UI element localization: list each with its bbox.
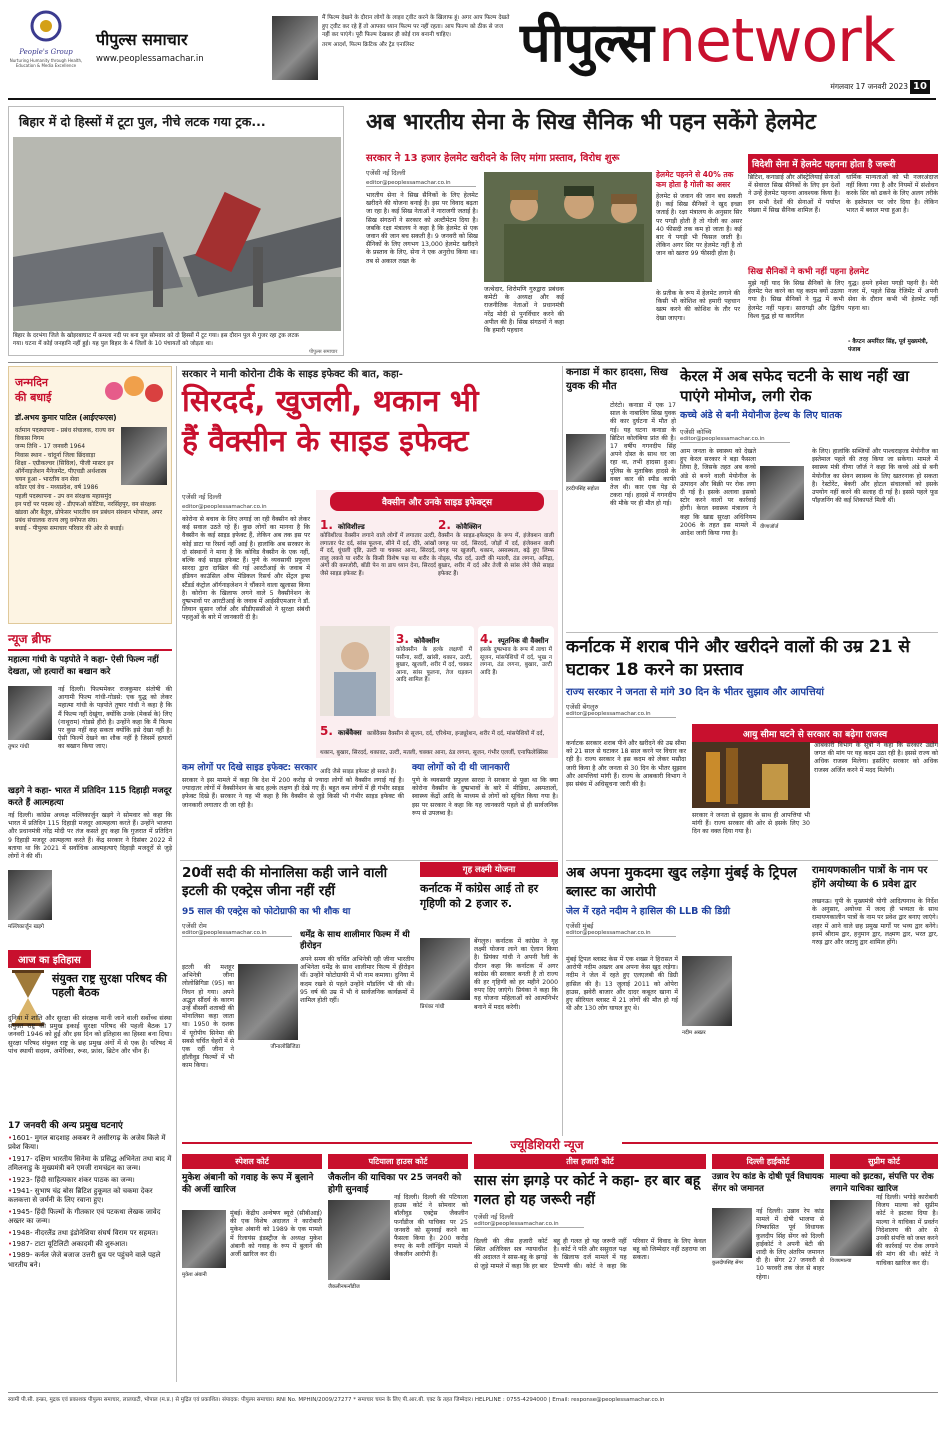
griha-body: बेंगलुरु। कर्नाटक में कांग्रेस ने गृह लक्ष्मी योजना लाने का ऐलान किया है। प्रियंका गांधी ने अपनी रैली के दौरान कहा कि कर्नाटक में अगर कांग्रेस की सरकार बनती है तो राज्य की हर गृहिणी को हर महीने 2000 रुपए दिए जाएंगे। प्रियंका ने कहा कि यह योजना महिलाओं को आत्मनिर्भर बनाने में मदद करेगी। (474, 938, 558, 1011)
karnataka-headline: कर्नाटक में शराब पीने और खरीदने वालों की उम्र 21 से घटाकर 18 करने का प्रस्ताव (566, 637, 910, 680)
jacqueline-photo-caption: जैकलीनफर्नांडीज (328, 1284, 360, 1290)
kharge-photo (8, 870, 52, 920)
mukadma-body: मुंबई ट्रिपल ब्लास्ट केस में एक शख्स ने हिरासत में आरोपी नदीम अख्तर अब अपना केस खुद लड़ेगा। नदीम ने जेल में रहते हुए एलएलबी की डिग्री हासिल की है। 13 जुलाई 2011 को ओपेरा हाउस, झवेरी बाजार और दादर कबूतर खाना में हुए सीरियल ब्लास्ट में 21 लोगों की मौत हो गई थी और 130 लोग घायल हुए थे। (566, 956, 678, 1013)
sengar-photo (712, 1208, 752, 1258)
effects-label: वैक्सीन और उनके साइड इफेक्ट्स (330, 492, 544, 511)
ayodhya-headline: रामायणकालीन पात्रों के नाम पर होंगे अयोध्या के 6 प्रवेश द्वार (812, 865, 928, 890)
bihar-caption: बिहार के दरभंगा जिले के खोइरबाघाट में कमला नदी पर बना पुल सोमवार को दो हिस्सों में टूट गया। इस दौरान पुल से गुजर रहा ट्रक लटक गया। घटना में कोई जनहानि नहीं हुई। यह पुल बिहार के 4 जिलों के 10 पंचायतों को जोड़ता था। (13, 333, 311, 348)
mukadma-story (566, 864, 808, 1134)
history-body: दुनिया में शांति और सुरक्षा की संरक्षक मानी जाने वाली सर्वोच्च संस्था संयुक्त राष्ट्र की प्रमुख इकाई सुरक्षा परिषद की पहली बैठक 17 जनवरी 1946 को हुई और इस दिन को इतिहास का हिस्सा बना दिया। सुरक्षा परिषद संयुक्त राष्ट्र के छह प्रमुख अंगों में से एक है। परिषद में पांच स्थायी सदस्य, अमेरिका, रूस, फ्रांस, ब्रिटेन और चीन हैं। (8, 1014, 172, 1055)
judiciary-col-delhi-hc (712, 1154, 824, 1386)
covid-headline-line1: सिरदर्द, खुजली, थकान भी (182, 384, 479, 419)
section-rule-2 (180, 860, 558, 861)
covid-email: editor@peoplessamachar.co.in (182, 504, 292, 511)
judiciary-col-supreme (830, 1154, 938, 1386)
kerala-body2: के लिए। हालांकि सब्जियों और पाश्चराइज्ड मेयोनीज का इस्तेमाल पहले की तरह किया जा सकेगा। मामले में स्वास्थ्य मंत्री वीणा जॉर्ज ने कहा कि कच्चे अंडे से बनी मेयोनीज का सेवन स्वास्थ्य के लिए खतरनाक हो सकता है। रेस्टोरेंट, बेकरी और होटल संचालकों को इसके उपयोग नहीं करने की सलाह दी गई है। इससे पहले फूड पॉइजनिंग की कई शिकायतें मिली थीं। (812, 448, 938, 505)
birthday-line: चयन हुआ - भारतीय वन सेवा (15, 476, 79, 484)
judiciary-col-tishazari (474, 1154, 706, 1386)
alcohol-box (692, 724, 938, 858)
mallya-body: नई दिल्ली। भगोड़े कारोबारी विजय माल्या को सुप्रीम कोर्ट ने झटका दिया है। माल्या ने याचिका में प्रवर्तन निदेशालय की ओर से उनकी संपत्ति को जब्त करने की कार्रवाई पर रोक लगाने की मांग की थी। कोर्ट ने याचिका खारिज कर दी। (876, 1194, 938, 1267)
effect-number: 2. (438, 518, 451, 532)
mukadma-subhead: जेल में रहते नदीम ने हासिल की LLB की डिग्री (566, 906, 731, 917)
kerala-story (680, 366, 938, 628)
history-title: संयुक्त राष्ट्र सुरक्षा परिषद की पहली बैठक (52, 972, 167, 999)
saas-bahu-byline: एजेंसी नई दिल्ली (474, 1213, 514, 1221)
mona-photo-caption: जीनालोब्रिजिडा (270, 1044, 300, 1050)
birthday-line: वर्तमान पदस्थापना - प्रबंध संचालक, राज्य वन विकास निगम (15, 427, 115, 443)
flowers-decor-icon (99, 371, 169, 411)
sick-woman-photo (320, 626, 390, 716)
ayodhya-body: लखनऊ। यूपी के मुख्यमंत्री योगी आदित्यनाथ के निर्देश के अनुसार, अयोध्या में जल्द ही भव्यता के साथ रामायणकालीन पात्रों के नाम पर प्रवेश द्वार बनाए जाएंगे। शहर में आने वाले छह प्रमुख मार्गों पर भव्य द्वार बनेंगे। इनमें श्रीराम द्वार, हनुमान द्वार, लक्ष्मण द्वार, भरत द्वार, गरुड़ द्वार और जटायु द्वार शामिल होंगे। (812, 898, 938, 947)
issue-date: मंगलवार 17 जनवरी 2023 (830, 82, 908, 91)
helmet-byline: एजेंसी नई दिल्ली (366, 169, 406, 177)
helmet-fact-box (656, 170, 742, 286)
paper-name-block (96, 28, 276, 78)
never-helmet-title: सिख सैनिकों ने कभी नहीं पहना हेलमेट (748, 267, 869, 277)
mallya-headline: माल्या को झटका, संपत्ति पर रोक लगाने याचिका खारिज (830, 1172, 934, 1194)
covid-kicker: सरकार ने मानी कोरोना टीके के साइड इफेक्ट की बात, कहा- (182, 369, 403, 380)
events-list (8, 1134, 172, 1272)
kerala-subhead: कच्चे अंडे से बनी मेयोनीज हेल्थ के लिए घातक (680, 410, 842, 421)
foreign-army-title: विदेशी सेना में हेलमेट पहनना होता है जरूरी (748, 154, 938, 173)
info-title: क्या लोगों को दी थी जानकारी (412, 763, 510, 773)
sengar-headline: उन्नाव रेप कांड के दोषी पूर्व विधायक सेंगर को जमानत (712, 1172, 824, 1194)
effect-name: कोवैक्सीन (414, 637, 440, 645)
effect-item-1 (320, 514, 436, 624)
helmet-headline: अब भारतीय सेना के सिख सैनिक भी पहन सकेंगे हेलमेट (366, 110, 816, 135)
sengar-body: नई दिल्ली। उन्नाव रेप कांड मामले में दोषी भाजपा से निष्कासित पूर्व विधायक कुलदीप सिंह सेंगर को दिल्ली हाईकोर्ट ने अपनी बेटी की शादी के लिए अंतरिम जमानत दी है। सेंगर 27 जनवरी से 10 फरवरी तक जेल से बाहर रहेगा। (756, 1208, 824, 1281)
never-helmet-author: - कैप्टन अमरिंदर सिंह, पूर्व मुख्यमंत्री, पंजाब (848, 339, 928, 353)
collapsed-bridge-illustration (13, 137, 341, 331)
mukadma-headline: अब अपना मुकदमा खुद लड़ेगा मुंबई के ट्रिपल ब्लास्ट का आरोपी (566, 865, 797, 900)
sengar-photo-caption: कुलदीपसिंह सेंगर (712, 1260, 744, 1266)
judiciary-section (182, 1136, 938, 1386)
quote-text: मैं फिल्म देखने के दौरान लोगों के लाइव ट्वीट करने के खिलाफ हूं। अगर आप फिल्म देखते हुए ट्वीट कर रहे हैं तो आपका ध्यान फिल्म पर नहीं रहता। आप फिल्म को ठीक से जज नहीं कर पाएंगे। पूरी फिल्म देखकर ही कोई राय बनानी चाहिए। (322, 15, 510, 38)
effect-name: कोवैक्सिन (456, 523, 482, 531)
mallya-photo (830, 1200, 872, 1256)
gina-photo (238, 964, 298, 1040)
karnataka-body2: सरकार ने जनता से सुझाव के साथ ही आपत्तियां भी मांगी हैं। राज्य सरकार की ओर से इसके लिए 30 दिन का वक्त दिया गया है। (692, 812, 810, 836)
brief2-body: नई दिल्ली। कांग्रेस अध्यक्ष मल्लिकार्जुन खड़गे ने सोमवार को कहा कि भारत में प्रतिदिन 115 दिहाड़ी मजदूर आत्महत्या करते हैं। उन्होंने भाजपा और प्रधानमंत्री नरेंद्र मोदी पर तंज कसते हुए कहा कि गुजरात में प्रतिदिन 9 दिहाड़ी मजदूर आत्महत्या करते हैं। केंद्र सरकार ने दिसंबर 2022 में बताया था कि 2021 में सर्वाधिक आत्महत्याएं दिहाड़ी मजदूरों से जुड़े लोगों ने की थीं। (8, 812, 172, 861)
karnataka-subhead: राज्य सरकार ने जनता से मांगे 30 दिन के भीतर सुझाव और आपत्तियां (566, 687, 824, 698)
covid-byline: एजेंसी नई दिल्ली (182, 493, 222, 501)
birthday-line: जन्म तिथि - 17 जनवरी 1964 (15, 443, 86, 451)
brief1-body: नई दिल्ली। फिल्ममेकर राजकुमार संतोषी की आगामी फिल्म गांधी-गोडसे: एक युद्ध को लेकर महात्मा गांधी के पड़पोते तुषार गांधी ने कहा है कि मैं फिल्म नहीं देखूंगा, क्योंकि उनके (मेकर्स के) लिए (नाथूराम) गोडसे हीरो है। उन्होंने कहा कि मैं फिल्म पर कुछ नहीं कह सकता क्योंकि इसे देखा नहीं है। ऐसी फिल्में देखने का शौक नहीं है जिसमें हत्यारों का बखान किया जाए। (58, 686, 173, 751)
section-rule-4 (566, 860, 938, 861)
less-effects-title: कम लोगों पर दिखे साइड इफेक्ट: सरकार (182, 763, 317, 773)
page-number: 10 (910, 80, 930, 94)
brand-small-name: People's Group (19, 48, 73, 56)
jacqueline-photo (328, 1200, 390, 1280)
effect-item-2 (438, 514, 554, 624)
foreign-army-body: ब्रिटिश, कनाडाई और ऑस्ट्रेलियाई सेनाओं में सेवारत सिख सैनिकों के लिए इन देशों ने उन्हें हेलमेट पहनना आवश्यक किया है। इन सभी देशों की सेनाओं में पर्याप्त संख्या में सिख सैनिक शामिल हैं। (748, 174, 840, 214)
event-item: • 1917- दक्षिण भारतीय सिनेमा के प्रसिद्ध अभिनेता तथा बाद में तमिलनाडु के मुख्यमंत्री बने एमजी रामचंद्रन का जन्म। (8, 1155, 172, 1174)
less-effects-body: सरकार ने इस मामले में कहा कि देश में 200 करोड़ से ज्यादा लोगों को वैक्सीन लगाई गई है। ज्यादातर लोगों में वैक्सीनेशन के बाद हल्के लक्षण ही देखे गए हैं। बहुत कम लोगों में ही गंभीर साइड इफेक्ट दिखे हैं। सरकार ने यह भी कहा है कि वैक्सीन से जुड़े किसी भी गंभीर साइड इफेक्ट की जानकारी लगातार दी जा रही है। (182, 777, 404, 809)
column-rule-left (176, 366, 177, 1382)
soldiers-illustration (484, 172, 652, 282)
canada-headline: कनाडा में कार हादसा, सिख युवक की मौत (566, 367, 668, 392)
birthday-line: बधाई - पीपुल्स समाचार परिवार की ओर से बधाई। (15, 525, 124, 533)
effect-text: कार्बेवैक्स वैक्सीन से सूजन, दर्द, एरिथेमा, इन्ड्यूरेशन, शरीर में दर्द, मांसपेशियों में दर्द, थकान, बुखार, सिरदर्द, थकावट, उल्टी, मतली, चक्कर आना, ठंड लगना, सूजन, गंभीर एलर्जी, एनाफिलेक्सिस आदि जैसे साइड इफेक्ट हो सकते हैं। (320, 731, 548, 775)
effect-item-4 (478, 626, 554, 718)
quote-block (322, 14, 510, 94)
mallya-photo-caption: विजयमाल्या (830, 1258, 852, 1264)
bihar-bridge-story (8, 106, 344, 356)
effect-name: स्पूतनिक वी वैक्सीन (498, 637, 549, 645)
helmet-fact-title: हेलमेट पहनने से 40% तक कम होता है गोली का असर (656, 170, 734, 189)
helmet-body-col1: भारतीय सेना ने सिख सैनिकों के लिए हेलमेट खरीदने की योजना बनाई है। इस पर विवाद बढ़ता जा रहा है। कई सिख नेताओं ने नाराजगी जताई है। सिख संगठनों ने सरकार को अल्टीमेटम दिया है। जबकि रक्षा मंत्रालय ने कहा है कि हेलमेट से एक जवान की जान बच सकती है। 9 जनवरी को सिख सैनिकों के लिए लगभग 13,000 हेलमेट खरीदने के प्रस्ताव के लिए, सेना ने एक अनुरोध किया था। तब से अकाल तख्त के (366, 192, 478, 265)
website-link[interactable]: www.peoplessamachar.in (96, 54, 204, 64)
brief1-title: महात्मा गांधी के पड़पोते ने कहा- ऐसी फिल्म नहीं देखता, जो हत्यारों का बखान करे (8, 655, 159, 677)
section-rule-1 (8, 362, 938, 363)
helmet-body-col2b: के प्रतीक के रूप में हेलमेट लगाने की किसी भी कोशिश को हमारी पहचान खत्म करने की कोशिश के तौर पर देखा जाएगा। (656, 290, 740, 322)
section-rule-3 (566, 632, 938, 633)
foreign-army-box (748, 154, 938, 264)
ambani-photo-caption: मुकेश अंबानी (182, 1272, 207, 1278)
brief2-caption: मल्लिकार्जुन खड़गे (8, 924, 44, 930)
helmet-email: editor@peoplessamachar.co.in (366, 180, 476, 187)
helmet-fact-body: हेलमेट से जवान की जान बच सकती है। कई सिख सैनिकों ने खुद इच्छा जताई है। रक्षा मंत्रालय के अनुसार सिर पर पगड़ी होती है तो गोली का असर 40 फीसदी तक कम हो जाता है। कई बार ये पगड़ी भी फिसल जाती है। लेकिन अगर सिर पर हेलमेट नहीं है तो जान को खतरा 99 फीसदी होता है। (656, 193, 742, 258)
peoples-group-emblem-icon (26, 6, 66, 46)
covid-info (412, 760, 558, 858)
bihar-photo-credit: पीपुल्स समाचार (309, 349, 338, 355)
effect-number: 3. (396, 632, 409, 646)
birthday-line: निवास स्थान - चांदूर्ना जिला छिंदवाड़ा (15, 451, 96, 459)
mukadma-photo-caption: नदीम अख्तर (682, 1030, 706, 1036)
mona-body: इटली की मशहूर अभिनेत्री जीना लोलोब्रिगिडा (95) का निधन हो गया। अपने अद्भुत सौंदर्य के कारण उन्हें बीसवीं शताब्दी की मोनालिसा कहा जाता था। 1950 के दशक में यूरोपीय सिनेमा की सबसे चर्चित चेहरों में से एक रहीं जीना ने हॉलीवुड फिल्मों में भी काम किया। (182, 964, 234, 1070)
event-item: • 1941- सुभाष चंद्र बोस ब्रिटिश हुकूमत को चकमा देकर कलकत्ता से जर्मनी के लिए रवाना हुए। (8, 1187, 172, 1206)
birthday-title (15, 375, 85, 405)
bridge-photo (13, 137, 341, 331)
covid-body: कोरोना से बचाव के लिए लगाई जा रही वैक्सीन को लेकर कई सवाल उठते रहे हैं। कुछ लोगों का मानना है कि वैक्सीन के कई साइड इफेक्ट हैं, लेकिन अब तक इस पर कोई डाटा या रिसर्च नहीं आई है। हालांकि अब सरकार के दो संस्थानों ने माना है कि कोविड वैक्सीन के एक नहीं, बल्कि कई साइड इफेक्ट हैं। पुणे के व्यवसायी प्रफुल्ल सारदा द्वारा दाखिल की गई आरटीआई के जवाब में इंडियन काउंसिल ऑफ मेडिकल रिसर्च और सेंट्रल ड्रग्स स्टैंडर्ड कंट्रोल ऑर्गनाइजेशन ने चौंकाने वाला खुलासा किया है। कोरोना के खिलाफ लगने वाले 5 वैक्सीनेशन के दुष्प्रभावों पर आरटीआई के जवाब में आईसीएमआर ने डॉ. लियान सुसान जॉर्ज और सीडीएससीओ ने सुरक्षा संबंधी पहलुओं के बारे में जानकारी दी है। (182, 516, 310, 622)
info-body: पुणे के व्यवसायी प्रफुल्ल सारदा ने सरकार से पूछा था कि क्या कोरोना वैक्सीन के दुष्प्रभावों के बारे में मीडिया, अस्पतालों, स्वास्थ्य केंद्रों आदि के माध्यम से लोगों को सूचित किया गया है। इस पर सरकार ने कहा कि यह जानकारी पहले से ही सार्वजनिक रूप से उपलब्ध है। (412, 777, 558, 817)
veena-george-photo (760, 466, 804, 520)
helmet-story (350, 106, 940, 360)
canada-photo-caption: हरदीपसिंह सहोता (566, 486, 600, 492)
birthday-title-bottom: की बधाई (15, 391, 52, 404)
effect-text: इसके दुष्प्रभाव के रूप में त्वचा में सूजन, मांसपेशियों में दर्द, भूख न लगना, ठंड लगना, बुखार, उल्टी आदि हैं। (480, 647, 552, 676)
event-item: • 1945- हिंदी फिल्मों के गीतकार एवं पटकथा लेखक जावेद अख्तर का जन्म। (8, 1208, 172, 1227)
masthead-rule (8, 98, 936, 100)
covid-less-effects (182, 760, 404, 858)
ambani-headline: मुकेश अंबानी को गवाह के रूप में बुलाने की अर्जी खारिज (182, 1173, 314, 1195)
network-title-english: network (657, 6, 895, 76)
judiciary-col-special (182, 1154, 322, 1386)
effect-text: कोवैक्सीन के हल्के लक्षणों में पसीना, सर्दी, खांसी, थकान, उल्टी, बुखार, खुजली, शरीर में दर्द, चक्कर आना, सांस फूलना, तेज धड़कन आदि शामिल हैं। (396, 647, 472, 684)
birthday-title-top: जन्मदिन (15, 376, 49, 389)
ayodhya-story (812, 864, 938, 1134)
griha-headline: कर्नाटक में कांग्रेस आई तो हर गृहिणी को 2 हजार रु. (420, 882, 539, 910)
tushar-gandhi-photo (8, 686, 52, 740)
saas-bahu-headline: सास संग झगड़े पर कोर्ट ने कहा- हर बार बहू गलत हो यह जरूरी नहीं (474, 1173, 701, 1208)
saas-bahu-body: दिल्ली की तीस हजारी कोर्ट स्थित अतिरिक्त सत्र न्यायाधीश की अदालत ने सास-बहू के झगड़े से जुड़े मामले में कहा कि हर बार बहू ही गलत हो यह जरूरी नहीं है। कोर्ट ने पति और ससुराल पक्ष के खिलाफ दर्ज मामले में यह टिप्पणी की। कोर्ट ने कहा कि परिवार में विवाद के लिए केवल बहू को जिम्मेदार नहीं ठहराया जा सकता। (474, 1238, 706, 1270)
event-item: • 1948- नीदरलैंड तथा इंडोनेशिया संघर्ष विराम पर सहमत। (8, 1229, 172, 1238)
delhi-hc-tag: दिल्ली हाईकोर्ट (712, 1154, 824, 1169)
effect-name: कोविशील्ड (338, 523, 365, 531)
supreme-court-tag: सुप्रीम कोर्ट (830, 1154, 938, 1169)
jacqueline-body: नई दिल्ली। दिल्ली की पटियाला हाउस कोर्ट ने सोमवार को बॉलीवुड एक्ट्रेस जैकलीन फर्नांडीज की याचिका पर 25 जनवरी को सुनवाई करने का फैसला किया है। 200 करोड़ रुपए के मनी लॉन्ड्रिंग मामले में जैकलीन आरोपी हैं। (394, 1194, 468, 1259)
news-brief-label: न्यूज ब्रीफ (8, 630, 172, 651)
judiciary-col-patiala (328, 1154, 468, 1386)
mona-side (300, 930, 414, 1136)
nadeem-photo (682, 956, 732, 1026)
brief1-caption: तुषार गांधी (8, 744, 30, 750)
news-brief (8, 630, 172, 938)
effect-item-3 (394, 626, 474, 718)
canada-story (566, 366, 676, 628)
quote-author-photo (272, 16, 318, 80)
covid-headline-line2: हैं वैक्सीन के साइड इफेक्ट (182, 424, 469, 459)
effect-text: कोविशील्ड वैक्सीन लगाने वाले लोगों में लगातार उल्टी, लगातार पेट दर्द, सांस फूलना, सीने में दर्द, दौरे, आंखों में दर्द, धुंधली दृष्टि, उल्टी या चक्कर आना, सिरदर्द, तालु लकवे या शरीर के किसी विशेष पक्ष या शरीर के अंगों की कमजोरी, बॉडी पेन या डाय ध्यान देना, सिरदर्द जैसे साइड इफेक्ट हैं। (320, 533, 436, 577)
mona-email: editor@peoplessamachar.co.in (182, 930, 292, 937)
mona-side-body: अपने समय की चर्चित अभिनेत्री रही जीना भारतीय अभिनेता धर्मेंद्र के साथ शालीमार फिल्म में हीरोइन थीं। उन्होंने फोटोग्राफी में भी नाम कमाया। दुनिया में कदम रखने से पहले उन्होंने मॉडलिंग भी की थी। 95 वर्ष की उम्र में भी वे सार्वजनिक कार्यक्रमों में शामिल होती रहीं। (300, 956, 414, 1005)
canada-body: टोरंटो। कनाडा में एक 17 साल के नाबालिग सिख युवक की कार दुर्घटना में मौत हो गई। यह घटना कनाडा के ब्रिटिश कोलंबिया प्रांत की है। 17 वर्षीय गगनदीप सिंह अपने दोस्त के साथ घर जा रहा था, तभी हादसा हुआ। पुलिस के मुताबिक हादसे के वक्त कार की स्पीड काफी तेज थी। कार एक पेड़ से टकरा गई। हादसे में गगनदीप की मौके पर ही मौत हो गई। (610, 402, 676, 508)
kerala-photo-caption: वीणाजॉर्ज (760, 524, 779, 530)
karnataka-story (566, 636, 938, 858)
column-rule-mid (562, 366, 563, 1136)
jacqueline-headline: जैकलीन की याचिका पर 25 जनवरी को होगी सुनवाई (328, 1173, 462, 1195)
network-title-hindi: पीपुल्स (520, 11, 653, 74)
kerala-headline: केरल में अब सफेद चटनी के साथ नहीं खा पाएंगे मोमोज, लगी रोक (680, 367, 910, 405)
peoples-group-logo (8, 6, 84, 96)
never-helmet-box (748, 266, 938, 360)
karnataka-body: कर्नाटक सरकार शराब पीने और खरीदने की उम्र सीमा को 21 साल से घटाकर 18 साल करने पर विचार कर रही है। राज्य सरकार ने इस कदम को लेकर मसौदा जारी किया है और जनता से 30 दिन के भीतर सुझाव और आपत्तियां मांगी हैं। राज्य के आबकारी विभाग ने इस संबंध में अधिसूचना जारी की है। (566, 740, 686, 789)
effect-number: 1. (320, 518, 333, 532)
event-item: • 1923- हिंदी साहित्यकार शंकर पाठक का जन्म। (8, 1176, 172, 1185)
history-box (8, 948, 172, 1380)
bihar-headline: बिहार में दो हिस्सों में टूटा पुल, नीचे लटक गया ट्रक... (19, 114, 266, 129)
griha-photo-caption: प्रियंका गांधी (420, 1004, 445, 1010)
foreign-army-body2: धार्मिक मान्यताओं को भी नजरअंदाज नहीं किया गया है और नियमों में संशोधन करके सिर को ढकने के लिए अलग तरीके के इस्तेमाल पर जोर दिया है। लेकिन भारत में बवाल मचा हुआ है। (846, 174, 938, 214)
helmet-body-col2: जत्थेदार, शिरोमणि गुरुद्वारा प्रबंधक कमेटी के अध्यक्ष और कई राजनीतिक नेताओं ने प्रधानमंत्री नरेंद्र मोदी से पुनर्विचार करने की अपील की है। सिख संगठनों ने कहा कि हमारी पहचान (484, 286, 564, 335)
masthead (0, 0, 945, 105)
birthday-details (15, 427, 167, 534)
effect-text: वैक्सीन के साइड-इफेक्ट्स के रूप में, इंजेक्शन वाली जगह पर दर्द, सिरदर्द, जोड़ों में दर्द, इंजेक्शन वाली जगह पर खुजली, थकान, अस्वस्थता, बढ़े हुए लिम्फ नोड्स, पीठ दर्द, उल्टी की मतली, ठंड लगना, अनिद्रा, बुखार, शरीर में दर्द और तेजी से सांस लेने जैसे साइड इफेक्ट हैं। (438, 533, 554, 577)
mona-byline: एजेंसी रोम (182, 922, 207, 930)
ambani-body: मुंबई। केंद्रीय अन्वेषण ब्यूरो (सीबीआई) की एक विशेष अदालत ने कारोबारी मुकेश अंबानी को 1989 के एक मामले में रिलायंस इंडस्ट्रीज के अध्यक्ष मुकेश अंबानी को गवाह के रूप में बुलाने की अर्जी खारिज कर दी। (230, 1210, 322, 1259)
imprint-text: स्वामी पी.सी. इन्फ्रा, मुद्रक एवं प्रकाशक पीपुल्स समाचार, लालघाटी, भोपाल (म.प्र.) से मुद्रित एवं प्रकाशित। संपादक: पीपुल्स समाचार। RNI No. MPHIN/2009/27277 * समाचार चयन के लिए पी.आर.बी. एक्ट के तहत जिम्मेदार। HELPLINE : 0755-4294000 | Email: response@peoplessamachar.co.in (8, 1397, 665, 1403)
brief2-title: खड़गे ने कहा- भारत में प्रतिदिन 115 दिहाड़ी मजदूर करते हैं आत्महत्या (8, 786, 172, 808)
birthday-box (8, 366, 172, 624)
person-illustration (320, 626, 390, 716)
saas-bahu-email: editor@peoplessamachar.co.in (474, 1221, 584, 1228)
effect-number: 5. (320, 724, 333, 738)
birthday-line: शिक्षा - एग्रीकल्चर (सिविल), पीजी मास्टर इन ऑर्गेनाइजेशन मैनेजमेंट, पीएचडी अर्थशास्त्र (15, 459, 114, 476)
never-helmet-body2: युद्ध। हमने हमेशा पगड़ी पहनी है। मेरी नजर में, पहले सिख रेजिमेंट में अपनी सेवा के दौरान कभी भी हेलमेट नहीं पहना था। (848, 280, 938, 312)
alcohol-box-body: आबकारी विभाग के सूत्रों ने कहा कि सरकार उद्योग जगत की मांग पर यह कदम उठा रही है। इससे राज्य को अधिक राजस्व मिलेगा। इसलिए सरकार को अधिक राजस्व अर्जित करने में मदद मिलेगी। (814, 742, 938, 774)
griha-story (420, 862, 558, 1134)
sikh-soldiers-photo (484, 172, 652, 282)
priyanka-photo (420, 938, 470, 1000)
history-label: आज का इतिहास (8, 950, 91, 968)
kerala-email: editor@peoplessamachar.co.in (680, 436, 790, 443)
helmet-subhead: सरकार ने 13 हजार हेलमेट खरीदने के लिए मांगा प्रस्ताव, विरोध शुरू (366, 153, 620, 164)
effect-number: 4. (480, 632, 493, 646)
footer-imprint (8, 1392, 938, 1432)
kerala-byline: एजेंसी कोच्चि (680, 428, 712, 436)
quote-author: तरण आदर्श, फिल्म क्रिटिक और ट्रेड एनालिस्ट (322, 41, 415, 48)
event-item: • 1601- मुगल बादशाह अकबर ने असीरगढ़ के अजेय किले में प्रवेश किया। (8, 1134, 172, 1153)
alcohol-box-title: आयु सीमा घटने से सरकार का बढ़ेगा राजस्व (692, 724, 938, 743)
kerala-body: आम जनता के स्वास्थ्य को देखते हुए केरल सरकार ने बड़ा फैसला लिया है, जिसके तहत अब कच्चे अंडे से बनने वाली मेयोनीज के उत्पादन और बिक्री पर रोक लगा दी गई है। इसके अलावा इसको स्टोर करने वालों पर कार्रवाई होगी। केरल स्वास्थ्य मंत्रालय ने कहा कि खाद्य सुरक्षा अधिनियम 2006 के तहत इस मामले में आदेश जारी किया गया है। (680, 448, 756, 538)
patiala-court-tag: पटियाला हाउस कोर्ट (328, 1154, 468, 1169)
karnataka-byline: एजेंसी बेंगलुरु (566, 703, 599, 711)
special-court-tag: स्पेशल कोर्ट (182, 1154, 322, 1169)
ambani-photo (182, 1210, 226, 1268)
tishazari-court-tag: तीस हजारी कोर्ट (474, 1154, 706, 1169)
birthday-name: डॉ.अभय कुमार पाटिल (आईएफएस) (15, 413, 117, 422)
karnataka-email: editor@peoplessamachar.co.in (566, 711, 676, 718)
event-item: • 1989- कर्नल जेजे बजाज उत्तरी ध्रुव पर पहुंचने वाले पहले भारतीय बने। (8, 1251, 172, 1270)
brand-small-tagline: Nurturing Humanity through Health, Education & Media Excellence (9, 58, 83, 68)
mona-side-title: धर्मेंद्र के साथ शालीमार फिल्म में थी हीरोइन (300, 930, 410, 951)
griha-label: गृह लक्ष्मी योजना (420, 862, 558, 877)
events-list-title: 17 जनवरी की अन्य प्रमुख घटनाएं (8, 1121, 123, 1131)
birthday-line: कॉडर एवं वेच - मध्यप्रदेश, वर्ष 1986 (15, 484, 99, 492)
never-helmet-body: मुझे नहीं याद कि सिख सैनिकों के लिए हेलमेट पेश करने का यह कदम क्यों उठाया गया है। सिख सैनिकों ने युद्ध में कभी हेलमेट नहीं पहना। सारागढ़ी और द्वितीय विश्व युद्ध हो या कारगिल (748, 280, 844, 320)
effect-name: कार्बेवैक्स (338, 729, 362, 737)
canada-victim-photo (566, 434, 606, 482)
birthday-line: पहली पदस्थापना - उप वन संरक्षक महासमुंद (15, 492, 112, 500)
birthday-line: इन पदों पर पदस्थ रहे - डीएफओ कोटिया, नरसिंहपुर, वन संरक्षक खंडवा और बैतूल, प्रोफेसर भारतीय वन प्रबंधन संस्थान भोपाल, अपर प्रबंध संचालक राज्य लघु वनोपज संघ। (15, 500, 163, 525)
liquor-bottles-illustration (692, 742, 810, 808)
mona-subhead: 95 साल की एक्ट्रेस को फोटोग्राफी का भी शौक था (182, 907, 351, 917)
event-item: • 1987- टाटा यूटिलिटी अकादमी की शुरुआत। (8, 1240, 172, 1249)
network-title (520, 6, 940, 86)
liquor-photo (692, 742, 810, 808)
judiciary-label: ज्यूडिशियरी न्यूज (472, 1136, 622, 1153)
mukadma-byline: एजेंसी मुंबई (566, 922, 594, 930)
mona-headline: 20वीं सदी की मोनालिसा कही जाने वाली इटली की एक्ट्रेस जीना नहीं रहीं (182, 865, 388, 899)
paper-name: पीपुल्स समाचार (96, 30, 188, 49)
mukadma-email: editor@peoplessamachar.co.in (566, 930, 676, 937)
